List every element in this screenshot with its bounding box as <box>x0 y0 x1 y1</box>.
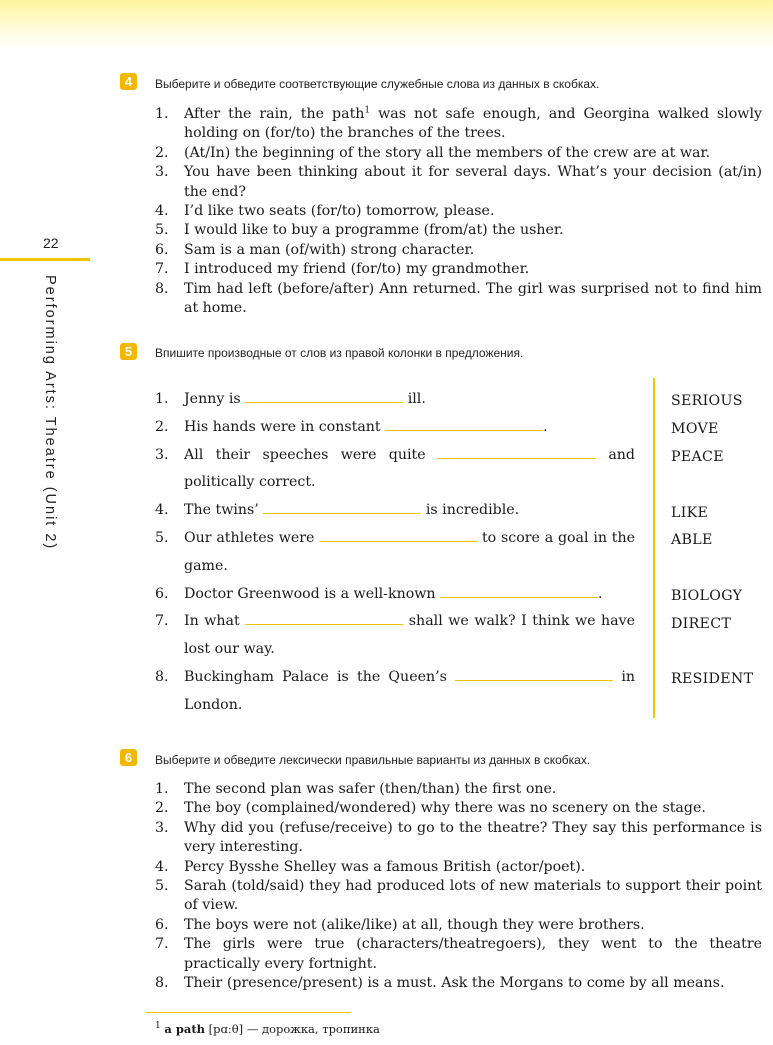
exercise-5-list <box>155 386 635 720</box>
footnote-ref[interactable]: 1 <box>364 105 371 116</box>
word-like: LIKE <box>671 505 709 521</box>
exercise-6-badge: 6 <box>120 749 137 766</box>
word-resident: RESIDENT <box>671 671 754 687</box>
answer-blank[interactable] <box>438 444 596 459</box>
exercise-5-badge: 5 <box>120 343 137 360</box>
word-serious: SERIOUS <box>671 393 743 409</box>
footnote-term: a path <box>164 1022 206 1036</box>
list-item: 3. Why did you (refuse/receive) to go to the theatre? They say this performance is very interesting. <box>155 819 762 856</box>
list-item: 2. His hands were in constant . <box>155 414 635 442</box>
word-move: MOVE <box>671 421 719 437</box>
list-item: 6. The boys were not (alike/like) at all, though they were brothers. <box>155 916 645 933</box>
answer-blank[interactable] <box>245 388 403 403</box>
exercise-6-list <box>155 780 762 993</box>
list-item: 6. Doctor Greenwood is a well-known . <box>155 581 635 609</box>
list-item: 4. The twins’ is incredible. <box>155 497 635 525</box>
list-item: 5. Our athletes were to score a goal in the game. <box>155 525 635 581</box>
list-item: 1. Jenny is ill. <box>155 386 635 414</box>
list-item: 5. I would like to buy a programme (from/at) the usher. <box>155 222 564 239</box>
exercise-4-instruction: Выберите и обведите соответствующие служебные слова из данных в скобках. <box>155 77 600 91</box>
word-peace: PEACE <box>671 449 724 465</box>
exercise-5-instruction: Впишите производные от слов из правой колонки в предложения. <box>155 346 524 360</box>
list-item: 7. The girls were true (characters/theatregoers), they went to the theatre practically every fortnight. <box>155 936 762 972</box>
list-item: 7. I introduced my friend (for/to) my grandmother. <box>155 261 530 278</box>
footnote: $^1$ a path [pɑːθ] — дорожка, тропинка <box>155 1021 380 1036</box>
answer-blank[interactable] <box>440 583 598 598</box>
list-item: 8. Their (presence/present) is a must. Ask the Morgans to come by all means. <box>155 975 725 992</box>
footnote-gloss: — дорожка, тропинка <box>246 1022 380 1036</box>
side-unit-title: Performing Arts: Theatre (Unit 2) <box>42 275 58 551</box>
word-column-divider <box>653 378 655 718</box>
exercise-4-badge: 4 <box>120 73 137 90</box>
page-number: 22 <box>43 235 59 251</box>
exercise-4-list <box>155 105 762 318</box>
answer-blank[interactable] <box>245 610 403 625</box>
list-item: 1. The second plan was safer (then/than) the first one. <box>155 781 557 797</box>
list-item: 4. Percy Bysshe Shelley was a famous British (actor/poet). <box>155 858 586 875</box>
list-item: 2. The boy (complained/wondered) why there was no scenery on the stage. <box>155 800 706 817</box>
word-able: ABLE <box>671 532 713 548</box>
answer-blank[interactable] <box>263 499 421 514</box>
page-number-rule <box>0 258 90 261</box>
word-biology: BIOLOGY <box>671 588 743 604</box>
list-item: 3. You have been thinking about it for several days. What’s your decision (at/in) the end? <box>155 164 762 200</box>
footnote-rule <box>146 1012 351 1013</box>
answer-blank[interactable] <box>319 527 477 542</box>
page-header-band <box>0 0 773 48</box>
exercise-6-instruction: Выберите и обведите лексически правильные варианты из данных в скобках. <box>155 753 591 767</box>
list-item: 4. I’d like two seats (for/to) tomorrow, please. <box>155 203 495 220</box>
list-item: 8. Buckingham Palace is the Queen’s in London. <box>155 664 635 720</box>
answer-blank[interactable] <box>455 666 613 681</box>
list-item: 6. Sam is a man (of/with) strong character. <box>155 241 475 258</box>
list-item: 7. In what shall we walk? I think we have lost our way. <box>155 608 635 664</box>
list-item: 5. Sarah (told/said) they had produced lots of new materials to support their point of view. <box>155 878 762 914</box>
word-direct: DIRECT <box>671 616 732 632</box>
list-item: 8. Tim had left (before/after) Ann returned. The girl was surprised not to find him at home. <box>155 280 762 317</box>
footnote-transcription: [pɑːθ] <box>208 1022 244 1036</box>
list-item: 2. (At/In) the beginning of the story all the members of the crew are at war. <box>155 144 711 161</box>
list-item: 3. All their speeches were quite and politically correct. <box>155 442 635 498</box>
answer-blank[interactable] <box>385 416 543 431</box>
list-item: 1. After the rain, the path$^1$ was not safe enough, and Georgina walked slowly holding on (for/to) the branches of the trees. <box>155 105 762 142</box>
